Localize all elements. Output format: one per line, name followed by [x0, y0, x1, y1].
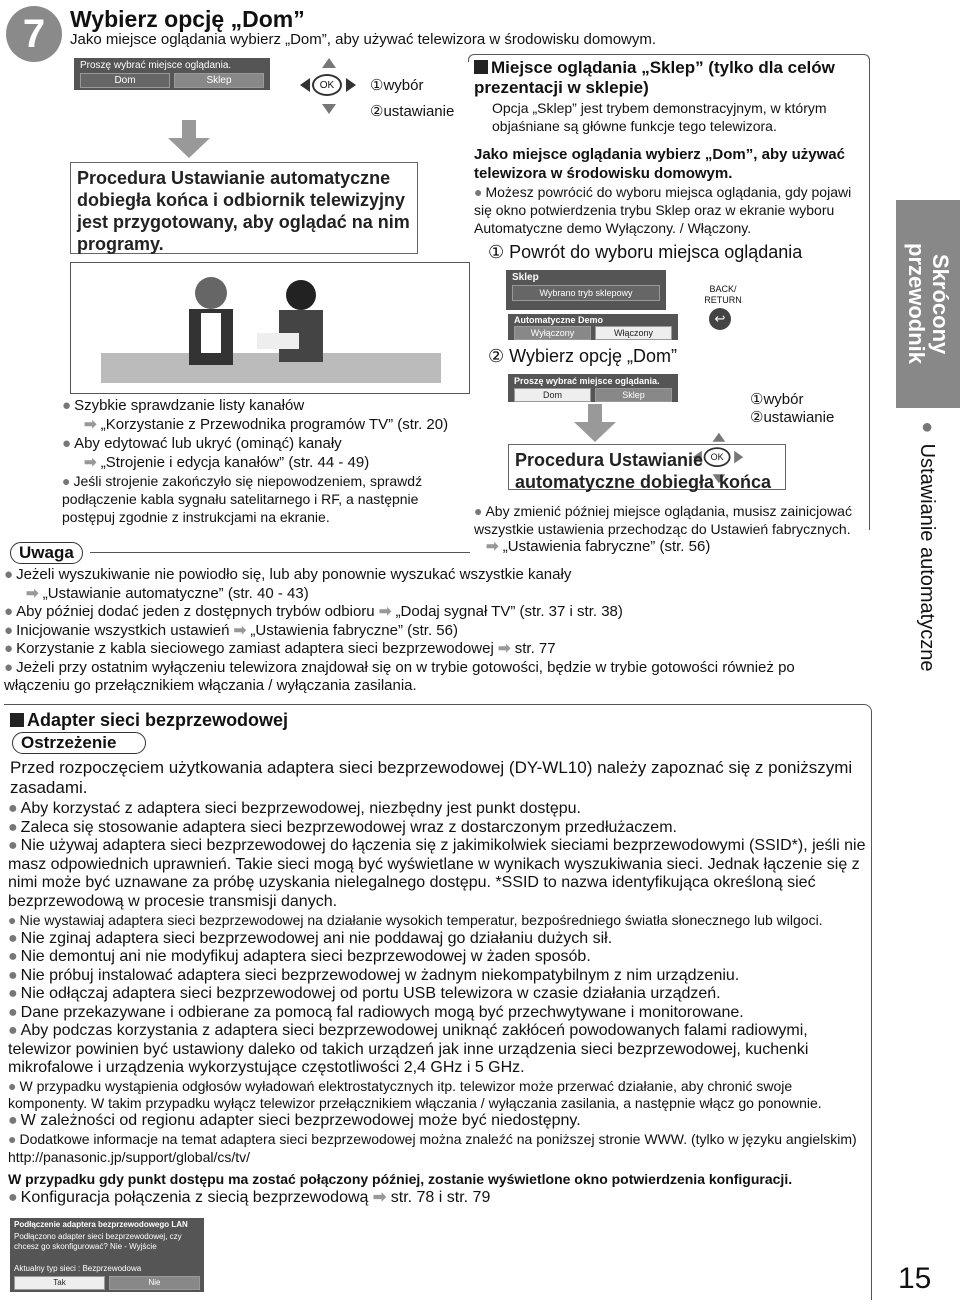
menu-header: Proszę wybrać miejsce oglądania. [514, 376, 660, 386]
menu-header: Proszę wybrać miejsce oglądania. [80, 60, 232, 71]
shop-later-note [474, 502, 870, 556]
config-text: Konfiguracja połączenia z siecią bezprzewodową [20, 1188, 369, 1206]
adapter-item [8, 1004, 870, 1023]
adapter-item [8, 1130, 870, 1166]
note-text: Inicjowanie wszystkich ustawień [16, 621, 230, 639]
dialog-no-button[interactable]: Nie [109, 1276, 200, 1290]
illustration [70, 262, 470, 394]
adapter-item [8, 967, 870, 986]
demo-label: Automatyczne Demo [514, 315, 604, 325]
adapter-intro: Przed rozpoczęciem użytkowania adaptera sieci bezprzewodowej (DY-WL10) należy zapoznać się z poniższymi zasadami. [10, 758, 853, 797]
adapter-bold-note: W przypadku gdy punkt dostępu ma zostać połączony później, zostanie wyświetlone okno potwierdzenia konfiguracji. [8, 1171, 793, 1187]
arrow-icon: ➡ [26, 584, 43, 602]
shop-choose-home: Jako miejsce oglądania wybierz „Dom”, aby używać telewizora w środowisku domowym. [474, 146, 845, 182]
menu-option-home[interactable]: Dom [80, 73, 170, 88]
bullet-text: Aby edytować lub ukryć (ominąć) kanały [74, 435, 342, 452]
item-text: Aby podczas korzystania z adaptera sieci bezprzewodowej uniknąć zakłóceń powodowanych falami radiowymi, telewizor powinien być ustawiony daleko od takich urządzeń jak inne urządzenia sieci bezprzewodowej, kuchenki mikrofalowe i urządzenia wykorzystujące częstotliwości 2,4 GHz i 5 GHz. [8, 1022, 809, 1076]
shop-menu-header: Sklep [512, 272, 539, 283]
item-text: Dane przekazywane i odbierane za pomocą fal radiowych mogą być przechwytywane i monitorowane. [20, 1003, 744, 1021]
dialog-yes-button[interactable]: Tak [14, 1276, 105, 1290]
annotation-set: ②ustawianie [370, 103, 455, 120]
note-label: Uwaga [10, 542, 83, 564]
item-text: Dodatkowe informacje na temat adaptera sieci bezprzewodowej można znaleźć na poniższej stronie WWW. (tylko w języku angielskim) http://panasonic.jp/support/global/cs/tv/ [8, 1131, 857, 1165]
adapter-item [8, 1112, 870, 1131]
item-text: Aby korzystać z adaptera sieci bezprzewodowej, niezbędny jest punkt dostępu. [20, 800, 581, 817]
item-text: Zaleca się stosowanie adaptera sieci bezprzewodowej wraz z dostarczonym przedłużaczem. [20, 818, 677, 836]
down-flow-arrow-icon [570, 404, 620, 444]
back-return-button-icon: ↩ [709, 308, 731, 330]
shop-step-2: ② Wybierz opcję „Dom” [488, 346, 678, 366]
square-marker-icon [474, 60, 488, 74]
item-text: W przypadku wystąpienia odgłosów wyładowań elektrostatycznych itp. telewizor może przerwać działanie, aby chronić swoje komponenty. W takim przypadku wyłącz telewizor przełącznikiem włączania / wyłączania zasilania, a następnie włącz go ponownie. [8, 1077, 822, 1111]
note-text: Korzystanie z kabla sieciowego zamiast adaptera sieci bezprzewodowej [16, 640, 494, 657]
adapter-title-text: Adapter sieci bezprzewodowej [27, 710, 289, 730]
adapter-item [8, 948, 870, 967]
note-text: Aby zmienić później miejsce oglądania, musisz zainicjować wszystkie ustawienia przechodząc do Ustawień fabrycznych. [474, 503, 852, 537]
remote-dpad [298, 56, 358, 116]
note-text: Jeżeli wyszukiwanie nie powiodło się, lub aby ponownie wyszukać wszystkie kanały [16, 566, 572, 583]
back-return-label: BACK/ RETURN [704, 284, 742, 305]
divider [90, 552, 470, 553]
menu-option-shop[interactable]: Sklep [595, 388, 672, 402]
note-text: Możesz powrócić do wyboru miejsca oglądania, gdy pojawi się okno potwierdzenia trybu Sklep oraz w ekranie wyboru Automatyczne demo Wyłączony. / Włączony. [474, 184, 852, 236]
dialog-network-type: Aktualny typ sieci : Bezprzewodowa [14, 1264, 142, 1273]
reference-link[interactable]: „Korzystanie z Przewodnika programów TV” (str. 20) [100, 416, 449, 433]
annotation-set: ②ustawianie [750, 409, 835, 426]
side-tab: Skrócony przewodnik [896, 200, 960, 408]
lan-dialog [10, 1218, 204, 1292]
reference-link[interactable]: „Ustawianie automatyczne” (str. 40 - 43) [42, 584, 309, 602]
down-arrow-icon [322, 104, 336, 114]
location-menu-2 [508, 374, 678, 402]
arrow-icon: ➡ [84, 454, 101, 471]
shop-menu [506, 270, 666, 310]
bullet-text: Jeśli strojenie zakończyło się niepowodzeniem, sprawdź podłączenie kabla sygnału satelitarnego i RF, a następnie postępuj zgodnie z instrukcjami na ekranie. [62, 473, 423, 525]
reference-link[interactable]: str. 77 [514, 640, 556, 657]
reference-link[interactable]: „Strojenie i edycja kanałów” (str. 44 - 49) [100, 454, 370, 471]
procedure-box-2: Procedura Ustawianie automatyczne dobiegła końca [508, 444, 786, 490]
adapter-item [8, 819, 870, 838]
side-section-text: Ustawianie automatyczne [916, 443, 938, 672]
note-list [4, 566, 864, 696]
arrow-icon: ➡ [233, 621, 247, 639]
step-title: Wybierz opcję „Dom” [70, 6, 305, 32]
arrow-icon: ➡ [486, 538, 503, 555]
arrow-icon: ➡ [378, 603, 392, 620]
dialog-header: Podłączenie adaptera bezprzewodowego LAN [14, 1220, 188, 1229]
adapter-item [8, 837, 870, 911]
bullet-text: Szybkie sprawdzanie listy kanałów [74, 397, 305, 414]
dialog-message: Podłączono adapter sieci bezprzewodowej, czy chcesz go skonfigurować? Nie - Wyjście [14, 1232, 182, 1251]
item-text: Nie demontuj ani nie modyfikuj adaptera sieci bezprzewodowej w żaden sposób. [20, 948, 591, 965]
shop-heading: Miejsce oglądania „Sklep” (tylko dla celów prezentacji w sklepie) [474, 58, 835, 97]
page-number: 15 [898, 1262, 932, 1295]
adapter-item [8, 985, 870, 1004]
step-subtitle: Jako miejsce oglądania wybierz „Dom”, aby używać telewizora w środowisku domowym. [70, 31, 657, 48]
step-number: 7 [6, 6, 62, 62]
procedure-box: Procedura Ustawianie automatyczne dobiegła końca i odbiornik telewizyjny jest przygotowany, aby oglądać na nim programy. [70, 162, 418, 254]
menu-option-shop[interactable]: Sklep [174, 73, 264, 88]
item-text: Nie próbuj instalować adaptera sieci bezprzewodowej w żadnym niekompatybilnym z nim urządzeniu. [20, 966, 740, 984]
demo-on-option[interactable]: Włączony [595, 326, 672, 340]
up-arrow-icon [713, 433, 726, 442]
left-bullets [62, 396, 472, 526]
annotation-select: ①wybór [750, 391, 804, 408]
reference-link[interactable]: „Dodaj sygnał TV” (str. 37 i str. 38) [395, 603, 623, 620]
adapter-item [8, 930, 870, 949]
arrow-icon: ➡ [84, 416, 101, 433]
adapter-item [8, 800, 870, 819]
item-text: Nie odłączaj adaptera sieci bezprzewodowej od portu USB telewizora w czasie działania urządzeń. [20, 985, 721, 1002]
down-flow-arrow-icon [164, 120, 214, 160]
ok-button-icon: OK [312, 74, 342, 96]
ok-button-icon: OK [704, 447, 731, 467]
right-arrow-icon [346, 78, 356, 92]
item-text: W zależności od regionu adapter sieci bezprzewodowej może być niedostępny. [20, 1111, 581, 1129]
shop-frame-right [869, 60, 870, 530]
item-text: Nie zginaj adaptera sieci bezprzewodowej ani nie poddawaj go działaniu dużych sił. [20, 929, 613, 947]
note-text: Aby później dodać jeden z dostępnych trybów odbioru [16, 603, 375, 620]
adapter-item [8, 911, 870, 930]
arrow-icon: ➡ [372, 1188, 387, 1206]
item-text: Nie używaj adaptera sieci bezprzewodowej do łączenia się z jakimikolwiek sieciami bezprzewodowymi (SSID*), jeśli nie masz odpowiednich uprawnień. Takie sieci mogą być wyświetlane w wynikach wyszukiwania sieci. Jednak łączenie się z nimi może być uznawane za próbę uzyskania nielegalnego dostępu. *SSID to nazwa identyfikująca określoną sieć bezprzewodową w procesie transmisji danych. [8, 837, 866, 910]
adapter-list [8, 800, 870, 1207]
couple-watching-tv-illustration [71, 263, 469, 393]
annotation-select: ①wybór [370, 77, 424, 94]
shop-frame [468, 54, 870, 62]
reference-link[interactable]: str. 78 i str. 79 [390, 1188, 491, 1206]
reference-link[interactable]: „Ustawienia fabryczne” (str. 56) [250, 621, 458, 639]
shop-note [474, 183, 868, 237]
bullet-channel-list [62, 396, 472, 415]
warning-label: Ostrzeżenie [12, 732, 146, 754]
demo-off-option[interactable]: Wyłączony [514, 326, 591, 340]
up-arrow-icon [322, 58, 336, 68]
shop-step-1: ① Powrót do wyboru miejsca oglądania [488, 242, 803, 262]
adapter-item [8, 1078, 870, 1112]
item-text: Nie wystawiaj adaptera sieci bezprzewodowej na działanie wysokich temperatur, bezpośredniego światła słonecznego lub wilgoci. [19, 912, 823, 928]
location-menu [74, 58, 270, 90]
note-text: Jeżeli przy ostatnim wyłączeniu telewizora znajdował się on w trybie gotowości, będzie w trybie gotowości również po włączeniu go przełącznikiem włączania / wyłączania zasilania. [4, 658, 795, 694]
reference-link[interactable]: „Ustawienia fabryczne” (str. 56) [502, 538, 711, 555]
shop-menu-message: Wybrano tryb sklepowy [512, 285, 660, 301]
arrow-icon: ➡ [497, 640, 511, 657]
square-marker-icon [10, 713, 24, 727]
menu-option-home[interactable]: Dom [514, 388, 591, 402]
adapter-item [8, 1022, 870, 1078]
shop-section [474, 58, 868, 237]
left-arrow-icon [300, 78, 310, 92]
shop-description: Opcja „Sklep” jest trybem demonstracyjnym, w którym objaśniane są główne funkcje tego telewizora. [492, 100, 827, 134]
demo-menu [508, 314, 678, 340]
adapter-title [10, 710, 288, 731]
side-section: ● Ustawianie automatyczne [916, 416, 938, 672]
